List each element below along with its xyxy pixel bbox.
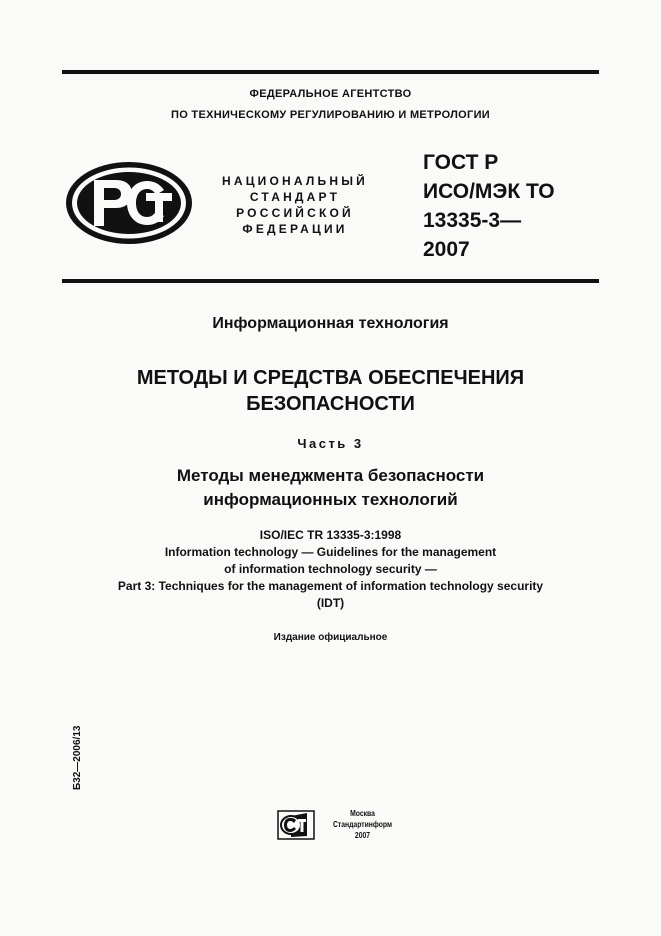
main-title [62,365,599,417]
international-reference [62,527,599,612]
edition-label: Издание официальное [273,632,388,643]
national-line-3: РОССИЙСКОЙ [236,206,354,220]
iso-line-5: (IDT) [316,596,345,610]
side-code: Б32—2006/13 [72,725,83,790]
main-title-line-2: БЕЗОПАСНОСТИ [246,393,415,415]
gost-r-logo-icon [64,160,194,246]
subtitle-line-1: Методы менеджмента безопасности [176,466,485,485]
standard-code [423,148,555,264]
code-line-3: 13335-3— [423,209,522,232]
national-line-2: СТАНДАРТ [249,190,341,204]
main-title-line-1: МЕТОДЫ И СРЕДСТВА ОБЕСПЕЧЕНИЯ [136,367,525,389]
top-rule [62,70,599,74]
category-title: Информационная технология [212,315,449,332]
iso-line-4: Part 3: Techniques for the management of information technology security [117,579,544,593]
subtitle [62,464,599,512]
code-line-1: ГОСТ Р [423,151,499,174]
iso-line-1: ISO/IEC TR 13335-3:1998 [259,528,402,542]
national-line-1: НАЦИОНАЛЬНЫЙ [221,174,369,188]
national-line-4: ФЕДЕРАЦИИ [242,222,348,236]
subtitle-line-2: информационных технологий [203,490,458,509]
national-standard-label [200,173,390,237]
publisher-name: Стандартинформ [332,820,393,829]
agency-line-2: ПО ТЕХНИЧЕСКОМУ РЕГУЛИРОВАНИЮ И МЕТРОЛОГИИ [171,109,490,121]
iso-line-3: of information technology security — [224,562,437,576]
middle-rule [62,279,599,283]
agency-header [62,84,599,126]
standartinform-logo-icon [277,810,315,840]
code-line-2: ИСО/МЭК ТО [423,180,555,203]
publisher-block [320,808,405,841]
code-line-4: 2007 [423,238,470,261]
publisher-city: Москва [350,809,375,818]
iso-line-2: Information technology — Guidelines for the management [164,545,497,559]
agency-line-1: ФЕДЕРАЛЬНОЕ АГЕНТСТВО [249,88,412,100]
publisher-year: 2007 [354,831,371,840]
part-label: Часть 3 [297,436,364,451]
